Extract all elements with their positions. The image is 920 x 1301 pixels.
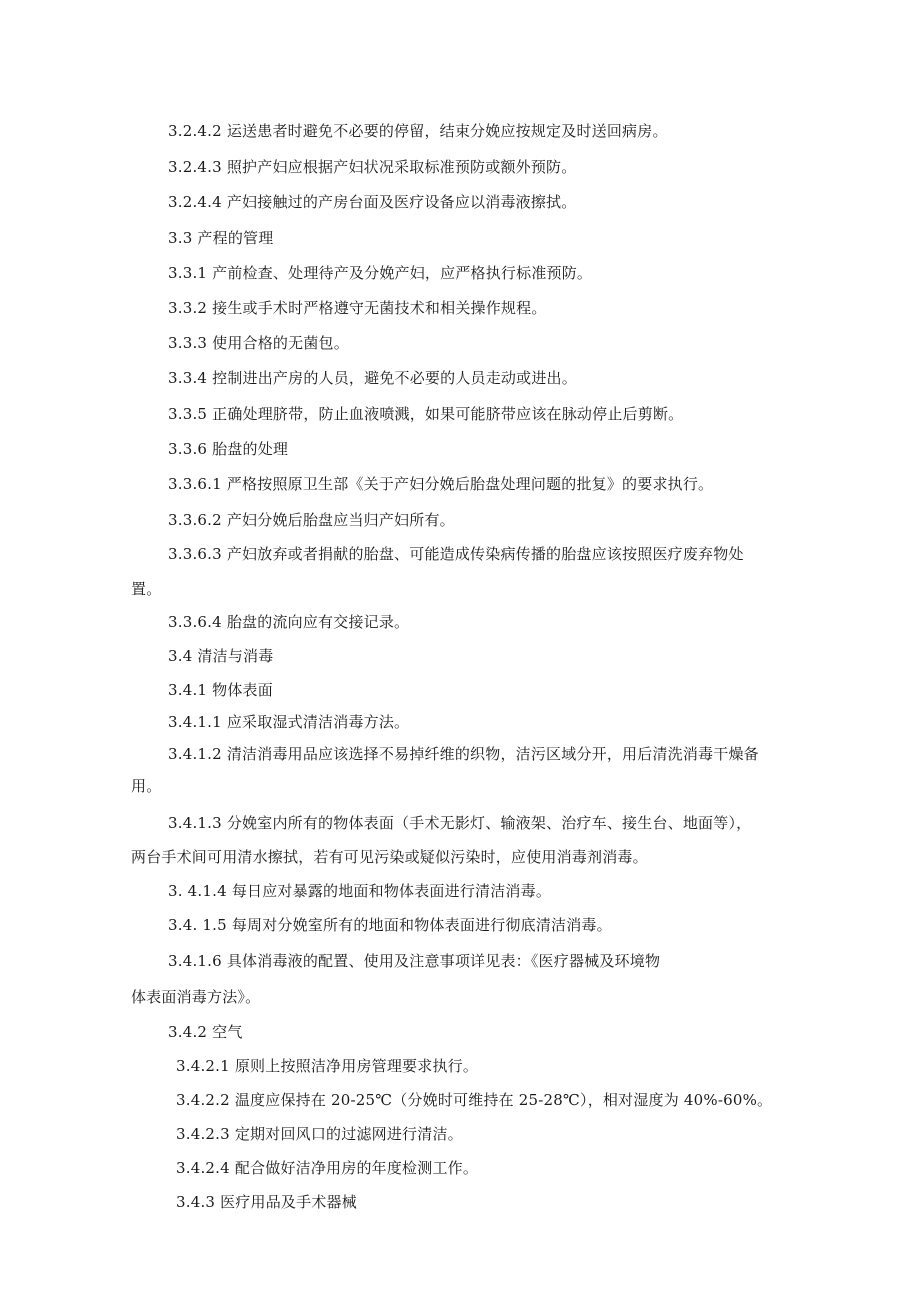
text-line: 3.3.6.4 胎盘的流向应有交接记录。 [168, 613, 410, 631]
text-line: 3.3.5 正确处理脐带，防止血液喷溅，如果可能脐带应该在脉动停止后剪断。 [168, 405, 684, 423]
text-line: 3.4.2.4 配合做好洁净用房的年度检测工作。 [176, 1159, 479, 1177]
text-line-continuation: 体表面消毒方法》。 [131, 988, 261, 1006]
text-line: 3.4.1.6 具体消毒液的配置、使用及注意事项详见表：《医疗器械及环境物 [168, 952, 661, 970]
text-line: 3.4.1.3 分娩室内所有的物体表面（手术无影灯、输液架、治疗车、接生台、地面等）， [168, 814, 752, 832]
text-line: 3.3.4 控制进出产房的人员，避免不必要的人员走动或进出。 [168, 369, 577, 387]
text-line-continuation: 置。 [131, 580, 162, 598]
text-line: 3.2.4.2 运送患者时避免不必要的停留，结束分娩应按规定及时送回病房。 [168, 122, 668, 140]
section-heading: 3.3.6 胎盘的处理 [168, 440, 289, 458]
text-line: 3.4.1.1 应采取湿式清洁消毒方法。 [168, 713, 410, 731]
text-line: 3.2.4.4 产妇接触过的产房台面及医疗设备应以消毒液擦拭。 [168, 193, 577, 211]
text-line: 3.4.2.2 温度应保持在 20-25℃（分娩时可维持在 25-28℃），相对湿度为 40%-60%。 [176, 1091, 773, 1109]
section-heading: 3.4 清洁与消毒 [168, 647, 274, 665]
text-line: 3.3.3 使用合格的无菌包。 [168, 334, 349, 352]
text-line: 3.4.2.1 原则上按照洁净用房管理要求执行。 [176, 1057, 479, 1075]
text-line: 3.3.6.1 严格按照原卫生部《关于产妇分娩后胎盘处理问题的批复》的要求执行。 [168, 475, 714, 493]
text-line: 3.4.1.2 清洁消毒用品应该选择不易掉纤维的织物，洁污区域分开，用后清洗消毒干燥备 [168, 745, 759, 763]
section-heading: 3.4.2 空气 [168, 1023, 243, 1041]
text-line: 3.2.4.3 照护产妇应根据产妇状况采取标准预防或额外预防。 [168, 158, 577, 176]
text-line: 3.3.6.2 产妇分娩后胎盘应当归产妇所有。 [168, 511, 455, 529]
text-line-continuation: 用。 [131, 777, 162, 795]
text-line: 3.4.2.3 定期对回风口的过滤网进行清洁。 [176, 1125, 463, 1143]
text-line: 3.3.2 接生或手术时严格遵守无菌技术和相关操作规程。 [168, 299, 547, 317]
text-line: 3. 4.1.4 每日应对暴露的地面和物体表面进行清洁消毒。 [168, 882, 552, 900]
section-heading: 3.4.3 医疗用品及手术器械 [176, 1193, 357, 1211]
section-heading: 3.3 产程的管理 [168, 229, 274, 247]
text-line-continuation: 两台手术间可用清水擦拭，若有可见污染或疑似污染时，应使用消毒剂消毒。 [131, 848, 648, 866]
text-line: 3.4. 1.5 每周对分娩室所有的地面和物体表面进行彻底清洁消毒。 [168, 916, 612, 934]
text-line: 3.3.6.3 产妇放弃或者捐献的胎盘、可能造成传染病传播的胎盘应该按照医疗废弃物处 [168, 545, 744, 563]
text-line: 3.3.1 产前检查、处理待产及分娩产妇，应严格执行标准预防。 [168, 264, 593, 282]
section-heading: 3.4.1 物体表面 [168, 681, 273, 699]
